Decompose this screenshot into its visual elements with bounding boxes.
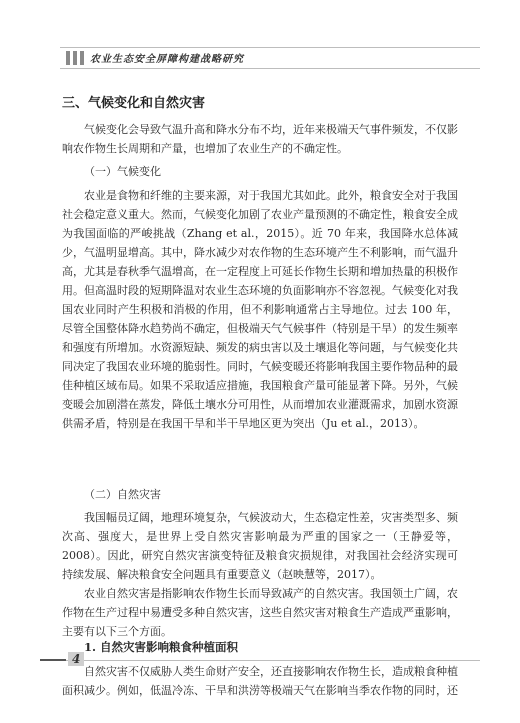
section-title: 三、气候变化和自然灾害 (62, 96, 206, 111)
running-header (60, 47, 480, 69)
climate-paragraph: 农业是食物和纤维的主要来源，对于我国尤其如此。此外，粮食安全对于我国社会稳定意义重大。然而，气候变化加剧了农业产量预测的不确定性，粮食安全成为我国面临的严峻挑战（Zhang et al.，2015）。近 70 年来，我国降水总体减少，气温明显增高。其中，降水减少对农作物的生态环境产生不利影响，而气温升高，尤其是春秋季气温增高，在一定程度上可延长作物生长期和增加热量的积极作用。但高温时段的短期降温对农业生态环境的负面影响亦不容忽视。气候变化对我国农业同时产生积极和消极的作用，但不利影响通常占主导地位。过去 100 年，尽管全国整体降水趋势尚不确定，但极端天气气候事件（特别是干旱）的发生频率和强度有所增加。水资源短缺、频发的病虫害以及土壤退化等问题，与气候变化共同决定了我国农业环境的脆弱性。同时，气候变暖还将影响我国主要作物品种的最佳种植区域布局。如果不采取适应措施，我国粮食产量可能显著下降。另外，气候变暖会加剧潜在蒸发，降低土壤水分可用性，从而增加农业灌溉需求，加剧水资源供需矛盾，特别是在我国干旱和半干旱地区更为突出（Ju et al.，2013）。 (62, 189, 458, 430)
disaster-paragraph-2: 农业自然灾害是指影响农作物生长而导致减产的自然灾害。我国领土广阔，农作物在生产过程中易遭受多种自然灾害，这些自然灾害对粮食生产造成严重影响，主要有以下三个方面。 (62, 587, 458, 638)
planting-area-paragraph: 自然灾害不仅威胁人类生命财产安全，还直接影响农作物生长，造成粮食种植面积减少。例如，低温冷冻、干旱和洪涝等极端天气在影响当季农作物的同时，还 (62, 665, 458, 697)
footer-bar (40, 659, 66, 661)
page-number: 4 (68, 652, 84, 666)
header-decoration (66, 51, 84, 65)
page-footer (40, 652, 100, 668)
running-title: 农业生态安全屏障构建战略研究 (90, 54, 244, 65)
section-intro: 气候变化会导致气温升高和降水分布不均，近年来极端天气事件频发，不仅影响农作物生长周期和产量，也增加了农业生产的不确定性。 (62, 123, 458, 155)
subsection-heading-disaster: （二）自然灾害 (84, 488, 161, 501)
footer-rule (50, 660, 480, 661)
disaster-paragraph-1: 我国幅员辽阔，地理环境复杂，气候波动大，生态稳定性差，灾害类型多、频次高、强度大，是世界上受自然灾害影响最为严重的国家之一（王静爱等，2008）。因此，研究自然灾害演变特征及粮食灾损规律，对我国社会经济实现可持续发展、解决粮食安全问题具有重要意义（赵映慧等，2017）。 (62, 511, 458, 581)
subsection-heading-climate: （一）气候变化 (84, 165, 161, 178)
subsection-heading-planting-area: 1. 自然灾害影响粮食种植面积 (84, 640, 239, 654)
